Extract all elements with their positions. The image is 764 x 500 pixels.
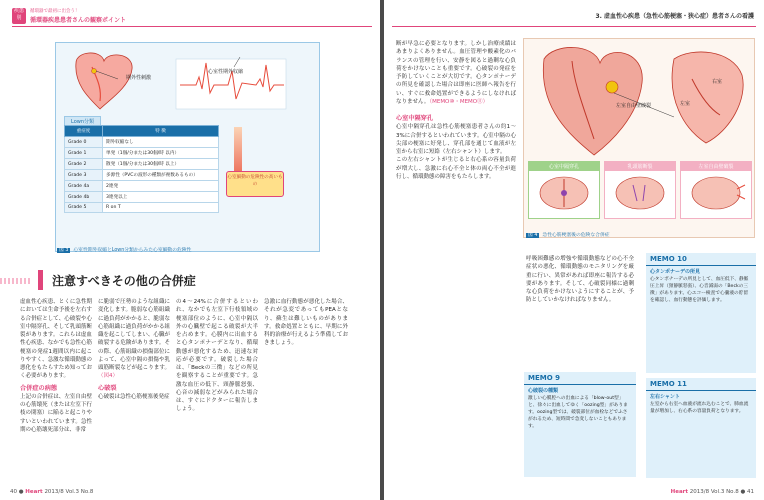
figure-4 [523, 38, 755, 238]
table-row: Grade 5 R on T [65, 203, 219, 213]
memo-11-subtitle: 左右シャント [650, 394, 680, 400]
figure-ref[interactable]: （図4） [98, 373, 118, 380]
subheading-pathology: 合併症の病態 [20, 384, 58, 392]
papillary-icon [605, 171, 675, 215]
paragraph: 急激に血行動態が悪化した場合、それが急変であってもPEAとなり、蘇生は難しいものがあります。救命処置とともに、早期に外科的治療が行えるよう準備しておきましょう。 [264, 299, 348, 347]
figure-3-caption: 図 3 心室性期外収縮とLown分類からみた心室細動の危険性 [59, 248, 192, 253]
heart-rupture-illustration [524, 39, 756, 159]
header-subtitle: 循環器で最初に出会う！ [30, 9, 80, 14]
header-title: 循環器疾患患者さんの観察ポイント [30, 17, 127, 24]
left-folio: 40 ● Heart 2013/8 Vol.3 No.8 [10, 489, 94, 495]
paragraph: に脆弱で圧勢のような組織に変化します。脆弱な心筋組織に過負荷がかかると、脆弱な心筋組織に過負荷がかかる組織を起こしてしまい、心臓が破裂する危険があります。その際、心筋組織の損傷部位によって、心室中隔の損傷や乳頭筋断裂などが起こります。（図4） [98, 299, 170, 380]
memo-9-body: 激しい心膜腔への出血による「blow-out型」と、徐々に出血してゆく「oozing型」があります。oozing型では、破裂部位が血栓などでふさがれるため、短時間で急変しないこともあります。 [528, 396, 628, 430]
left-column-3 [176, 298, 258, 414]
subheading-septal-perforation: 心室中隔穿孔 [396, 115, 434, 122]
memo-9-title: MEMO 9 [524, 372, 636, 385]
heading-bar [38, 270, 43, 290]
table-row: Grade 0 期外収縮なし [65, 137, 219, 148]
label-pvc: 期外性刺激 [126, 75, 152, 81]
memo-11 [646, 378, 756, 478]
memo-9-subtitle: 心破裂の種類 [528, 388, 559, 394]
section-heading [38, 270, 348, 290]
table-row: Grade 1 単発（1個/分または30個/時 以内） [65, 148, 219, 159]
memo-10 [646, 253, 756, 373]
section-badge: 疾患別 [12, 8, 26, 24]
paragraph: 心破裂は急性心筋梗塞後発症 [98, 393, 170, 400]
section-title: 注意すべきその他の合併症 [52, 274, 196, 288]
figure-3 [55, 42, 320, 252]
box-septal: 心室中隔穿孔 [528, 161, 600, 219]
col-grade: 重症度 [65, 126, 103, 137]
free-wall-icon [681, 171, 751, 215]
paragraph: の4〜24%に合併するといわれ、なかでも左室下行枝領域の梗塞部位のように、心室中隔以外の心臓壁で起こる破裂が大半を占めます。心膜内に出血すると心タンポナーデとなり、循環動態が悪化するため、迅速な対応が必要です。破裂した場合は、「Beckの三徴」などの所見を観察することが重要です。急激な血圧の低下、頸静脈怒張、心音の減弱などがみられた場合は、すぐにドクターに報告しましょう。 [176, 299, 258, 413]
paragraph: この左右シャントが生じると右心系の容量負荷が増大し、急激に右心不全と体の両心不全が進行し、循環動態の障害をもたらします。 [396, 157, 516, 180]
header-rule [392, 26, 756, 27]
memo-ref[interactable]: （MEMO⑩・MEMO⑪） [429, 98, 489, 105]
right-folio: Heart 2013/8 Vol.3 No.8 ● 41 [670, 489, 754, 495]
left-column-2 [98, 298, 170, 401]
subheading-rupture: 心破裂 [98, 384, 117, 392]
memo-11-title: MEMO 11 [646, 378, 756, 391]
box-papillary: 乳頭筋断裂 [604, 161, 676, 219]
box-free-wall: 左室自由壁破裂 [680, 161, 752, 219]
table-row: Grade 4a 2連発 [65, 181, 219, 192]
right-page [384, 0, 764, 500]
label-free-wall: 左室自由壁破裂 [616, 103, 652, 109]
paragraph: 心室中隔穿孔は急性心筋梗塞患者さんの約1〜3%に合併するといわれています。心室中隔の心尖部の梗塞に好発し、穿孔部を通じて血液が左室から右室に短絡（左右シャント）します。 [396, 124, 516, 156]
left-page [0, 0, 380, 500]
right-column-1 [396, 40, 516, 181]
heart-ecg-illustration [56, 43, 321, 115]
right-header-title: 3. 虚血性心疾患（急性心筋梗塞・狭心症）患者さんの看護 [595, 13, 754, 20]
table-row: Grade 2 散発（1個/分または30個/時 以上） [65, 159, 219, 170]
memo-10-subtitle: 心タンポナーデの所見 [650, 269, 701, 275]
label-ecg: 心室性期外収縮 [208, 69, 244, 75]
paragraph: 虚血性心疾患、とくに急性期においては生命予後を左右する合併症として、心破裂や心室中隔穿孔、そして乳頭筋断裂があります。これらは虚血性心疾患、なかでも急性心筋梗塞の発症1週間以内に起こりやすく、急激な循環動態の悪化をもたらすため知っておく必要があります。 [20, 299, 92, 380]
memo-11-body: 左室から右室へ血液が流れ込むことで、肺血流量が増加し、右心系の容量負荷となります。 [650, 402, 749, 415]
memo-9 [524, 372, 636, 477]
heading-stripe [0, 278, 32, 284]
septal-icon [529, 171, 599, 215]
table-row: Grade 3 多源性（PVCの波形の種類が複数あるもの） [65, 170, 219, 181]
memo-10-body: 心タンポナーデの所見として、血圧低下、静脈圧上昇（頸静脈怒張）、心音減弱の「Beckの三徴」があります。心エコー検査で心嚢液の貯留を確認し、血行動態を評価します。 [650, 277, 749, 304]
lown-classification-tab: Lown分類 [64, 116, 101, 127]
left-column-4 [264, 298, 348, 348]
right-column-2 [526, 255, 634, 305]
paragraph: 呼吸困難感の増強や循環動態などの心不全症状の悪化、循環動態のモニタリングを厳重に行い、異常があれば即座に報告する必要があります。そして、心破裂同様に過剰な心負荷をかけないようにすることが、予防としていかなければなりません。 [526, 256, 634, 304]
table-row: Grade 4b 3連発以上 [65, 192, 219, 203]
paragraph: 上記の合併症は、左室自由壁の心筋壊死（または左室下行枝の閉塞）に陥ると起こりやすいといわれています。急性期の心筋壊死部分は、非常 [20, 393, 92, 433]
header-rule [12, 26, 372, 27]
memo-10-title: MEMO 10 [646, 253, 756, 266]
label-rv: 右室 [712, 79, 723, 85]
paragraph: 断が早急に必要となります。しかし治療成績はあまりよくありません。血圧管理や酸素化のバランスの管理を行い、安静を図ると過剰な心負荷をかけないことも重要です。心破裂の発症を予防していくことが大切です。心タンポナーデの所見を確認した場合は即座に医師へ報告を行い、すぐに救命処置ができるようにしなければなりません。（MEMO⑩・MEMO⑪） [396, 41, 516, 105]
label-lv: 左室 [680, 101, 691, 107]
danger-label: 心室細動の危険性の高いもの [226, 171, 284, 197]
left-column-1 [20, 298, 92, 434]
figure-4-caption: 図 4 急性心筋梗塞後の危険な合併症 [528, 233, 610, 238]
lown-table [64, 125, 219, 213]
col-feature: 特 徴 [103, 126, 219, 137]
